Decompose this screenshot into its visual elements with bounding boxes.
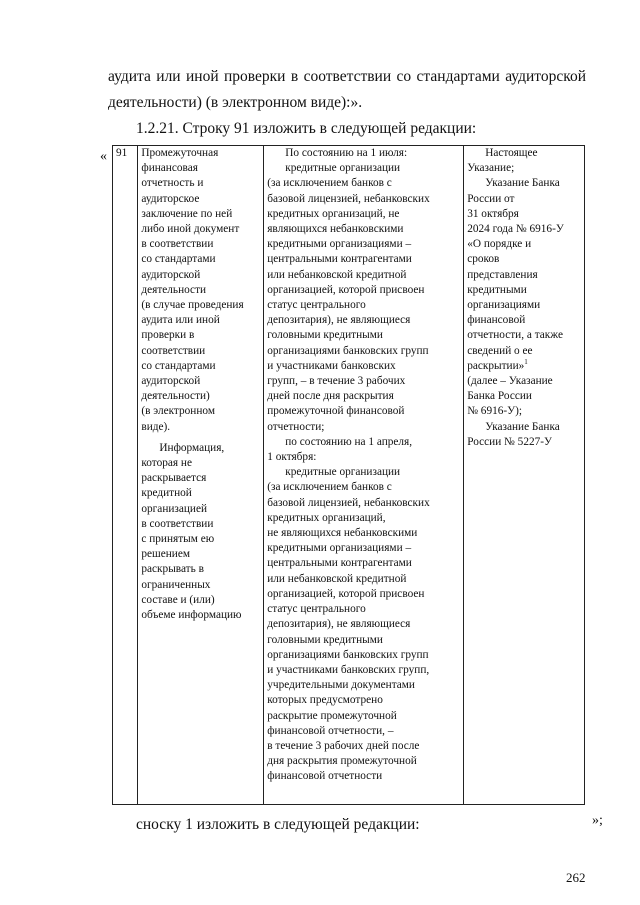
cell-line: и участниками банковских xyxy=(267,359,396,372)
cell-line: (за исключением банков с xyxy=(267,481,392,494)
opening-quote: « xyxy=(100,149,107,164)
amendment-table xyxy=(112,145,585,805)
cell-line: и участниками банковских групп, xyxy=(267,663,430,676)
legal-basis-text-continued xyxy=(467,374,581,450)
cell-line: отчетности, а также xyxy=(467,329,563,342)
disclosure-terms-april-october xyxy=(267,435,460,785)
cell-line: аудиторской xyxy=(141,268,201,281)
cell-line: № 6916-У); xyxy=(467,405,523,418)
cell-line: которых предусмотрено xyxy=(267,694,383,707)
cell-line: кредитные организации xyxy=(285,466,401,479)
cell-line: деятельности) xyxy=(141,390,210,403)
cell-line: в течение 3 рабочих дней после xyxy=(267,739,420,752)
cell-line: кредитной xyxy=(141,487,192,500)
cell-line: центральными контрагентами xyxy=(267,557,412,570)
cell-line: организацией xyxy=(141,502,208,515)
cell-line: в соответствии xyxy=(141,517,214,530)
paragraph-line-1: аудита или иной проверки в соответствии со стандартами аудиторской xyxy=(108,68,586,85)
cell-line: головными кредитными xyxy=(267,633,383,646)
cell-line: головными кредитными xyxy=(267,329,383,342)
page-number: 262 xyxy=(566,870,586,885)
cell-line: финансовой xyxy=(467,314,526,327)
cell-line: «О порядке и xyxy=(467,238,532,251)
cell-line: По состоянию на 1 июля: xyxy=(285,147,408,159)
cell-line: организациями банковских групп xyxy=(267,648,429,661)
row-number: 91 xyxy=(116,147,128,159)
cell-line: раскрытие промежуточной xyxy=(267,709,397,722)
cell-line: кредитными xyxy=(467,283,527,296)
cell-line: Указание; xyxy=(467,162,515,175)
cell-line: с принятым ею xyxy=(141,533,215,546)
disclosure-terms-july xyxy=(267,146,460,435)
cell-line: кредитными организациями – xyxy=(267,542,412,555)
cell-line: аудиторское xyxy=(141,192,200,205)
cell-line: России № 5227-У xyxy=(467,435,553,448)
cell-line: (за исключением банков с xyxy=(267,177,392,190)
cell-line: раскрытии»$^1$ xyxy=(467,358,528,372)
cell-line: заключение по ней xyxy=(141,207,233,220)
cell-line: Банка России xyxy=(467,390,532,403)
cell-line: базовой лицензией, небанковских xyxy=(267,496,430,509)
cell-line: (в электронном xyxy=(141,405,215,418)
cell-line: решением xyxy=(141,548,191,561)
cell-line: учредительными документами xyxy=(267,679,415,692)
document-name-text xyxy=(141,146,260,435)
cell-line: не являющихся небанковскими xyxy=(267,527,418,540)
cell-line: кредитных организаций, xyxy=(267,511,386,524)
footnote-marker: 1 xyxy=(524,358,528,367)
cell-line: соответствии xyxy=(141,344,206,357)
cell-line: Настоящее xyxy=(485,147,538,159)
legal-basis-cell xyxy=(464,146,585,805)
row-number-cell xyxy=(113,146,138,805)
cell-line: финансовая xyxy=(141,162,198,175)
footnote-instruction: сноску 1 изложить в следующей редакции: xyxy=(136,816,420,833)
cell-line: отчетность и xyxy=(141,177,204,190)
cell-line: деятельности xyxy=(141,283,207,296)
cell-line: дней после дня раскрытия xyxy=(267,390,394,403)
cell-line: виде). xyxy=(141,420,171,433)
cell-line: (в случае проведения xyxy=(141,299,244,312)
cell-line: или небанковской кредитной xyxy=(267,268,407,281)
cell-line: организациями банковских групп xyxy=(267,344,429,357)
cell-line: сроков xyxy=(467,253,500,266)
cell-line: 2024 года № 6916-У xyxy=(467,223,564,236)
cell-line: аудиторской xyxy=(141,375,201,388)
cell-line: организацией, которой присвоен xyxy=(267,283,425,296)
cell-line: составе и (или) xyxy=(141,593,215,606)
cell-line: центральными контрагентами xyxy=(267,253,412,266)
cell-line: организациями xyxy=(467,299,541,312)
cell-line: которая не xyxy=(141,457,192,470)
closing-quote: »; xyxy=(592,813,603,828)
cell-line: Информация, xyxy=(159,441,225,454)
cell-line: организацией, которой присвоен xyxy=(267,587,425,600)
cell-line: Указание Банка xyxy=(485,177,560,190)
cell-line: Промежуточная xyxy=(141,147,219,159)
cell-line: Указание Банка xyxy=(485,420,560,433)
cell-line: представления xyxy=(467,268,538,281)
cell-line: статус центрального xyxy=(267,299,366,312)
cell-line: по состоянию на 1 апреля, xyxy=(285,435,413,448)
document-name-cell xyxy=(138,146,264,805)
cell-line: (далее – Указание xyxy=(467,375,553,388)
cell-line: либо иной документ xyxy=(141,223,240,236)
table-row xyxy=(113,146,585,805)
cell-line: объеме информацию xyxy=(141,609,242,622)
cell-line: финансовой отчетности, – xyxy=(267,724,394,737)
cell-line: депозитария), не являющиеся xyxy=(267,618,411,631)
cell-line: групп, – в течение 3 рабочих xyxy=(267,375,406,388)
cell-line: сведений о ее xyxy=(467,344,533,357)
document-note-text xyxy=(141,441,260,623)
cell-line: в соответствии xyxy=(141,238,214,251)
cell-line: дня раскрытия промежуточной xyxy=(267,755,417,768)
cell-line: статус центрального xyxy=(267,603,366,616)
paragraph-line-2: деятельности) (в электронном виде):». xyxy=(108,94,363,111)
cell-line: раскрывать в xyxy=(141,563,204,576)
cell-line: России от xyxy=(467,192,515,205)
cell-line: промежуточной финансовой xyxy=(267,405,405,418)
cell-line: финансовой отчетности xyxy=(267,770,383,783)
cell-line: аудита или иной xyxy=(141,314,220,327)
cell-line: ограниченных xyxy=(141,578,211,591)
legal-basis-text xyxy=(467,146,581,374)
cell-line: раскрывается xyxy=(141,472,207,485)
cell-line: или небанковской кредитной xyxy=(267,572,407,585)
cell-line: депозитария), не являющиеся xyxy=(267,314,411,327)
disclosure-terms-cell xyxy=(264,146,464,805)
amendment-heading: 1.2.21. Строку 91 изложить в следующей редакции: xyxy=(136,120,477,137)
cell-line: кредитными организациями – xyxy=(267,238,412,251)
cell-line: отчетности; xyxy=(267,420,325,433)
cell-line: кредитных организаций, не xyxy=(267,207,400,220)
cell-line: кредитные организации xyxy=(285,162,401,175)
cell-line: проверки в xyxy=(141,329,195,342)
cell-line: базовой лицензией, небанковских xyxy=(267,192,430,205)
cell-line: являющихся небанковскими xyxy=(267,223,404,236)
cell-line: 1 октября: xyxy=(267,451,317,464)
cell-line: 31 октября xyxy=(467,207,519,220)
cell-line: со стандартами xyxy=(141,253,216,266)
cell-line: со стандартами xyxy=(141,359,216,372)
